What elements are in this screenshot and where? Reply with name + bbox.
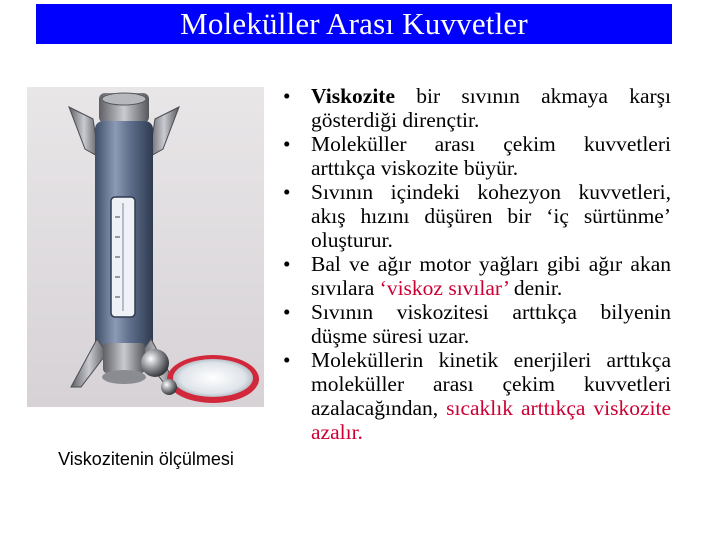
bullet-dot: • (283, 84, 291, 108)
bullet-dot: • (283, 348, 291, 372)
bullet-bold-term: Viskozite (311, 84, 395, 108)
bullet-accent-text: ‘viskoz sıvılar’ (379, 276, 509, 300)
slide-title: Moleküller Arası Kuvvetler (180, 6, 528, 41)
bullet-dot: • (283, 252, 291, 276)
bullet-item (283, 84, 671, 132)
bullet-text: bir sıvının akmaya karşı gösterdiği dirençtir. (311, 84, 671, 132)
bullet-text: Moleküllerin kinetik enerjileri arttıkça moleküller arası çekim kuvvetleri azalacağından, (311, 348, 671, 420)
bullet-list (283, 84, 671, 444)
bullet-text: denir. (508, 276, 563, 300)
bullet-item (283, 132, 671, 180)
bullet-text: Sıvının viskozitesi arttıkça bilyenin düşme süresi uzar. (311, 300, 671, 348)
bullet-accent-text: sıcaklık arttıkça viskozite azalır. (311, 396, 672, 444)
bullet-item (283, 252, 671, 300)
viscometer-photo (27, 87, 264, 407)
bullet-item (283, 348, 671, 444)
bullet-text: Moleküller arası çekim kuvvetleri arttıkça viskozite büyür. (311, 132, 671, 180)
slide-title-bar (36, 4, 672, 44)
figure-caption: Viskozitenin ölçülmesi (58, 449, 234, 469)
viscometer-illustration (27, 87, 264, 407)
bullet-dot: • (283, 300, 291, 324)
bullet-dot: • (283, 132, 291, 156)
bullet-text: Sıvının içindeki kohezyon kuvvetleri, akış hızını düşüren bir ‘iç sürtünme’ oluşturur. (311, 180, 671, 252)
bullet-item (283, 300, 671, 348)
bullet-dot: • (283, 180, 291, 204)
bullet-item (283, 180, 671, 252)
bullet-text: Bal ve ağır motor yağları gibi ağır akan sıvılara (311, 252, 671, 300)
